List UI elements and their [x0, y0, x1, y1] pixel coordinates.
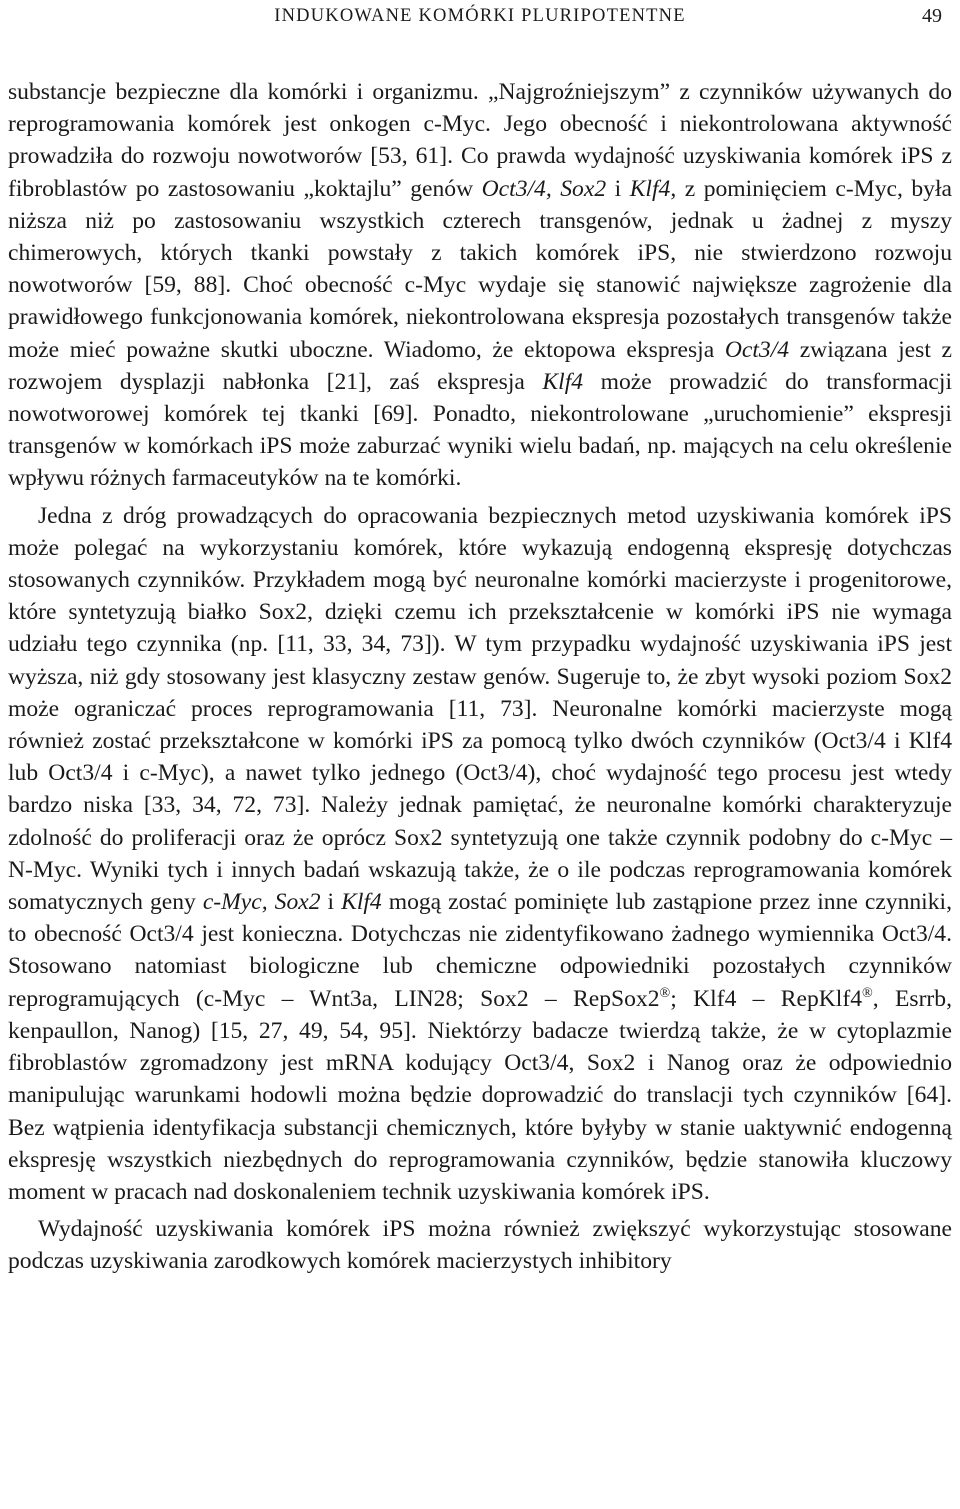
italic-gene-name: Oct3/4, Sox2	[481, 175, 607, 202]
running-header	[0, 4, 960, 28]
text-segment: mogą zostać pominięte lub zastąpione przez inne czynniki, to obecność Oct3/4 jest konieczna. Dotychczas nie zidentyfikowano żadnego wymiennika Oct3/4. Stosowano natomiast biologiczne lub chemiczne odpowiedniki pozostałych czynników reprogramujących (c-Myc – Wnt3a, LIN28; Sox2 – RepSox2	[8, 889, 952, 1012]
text-segment: związana jest z rozwojem dysplazji nabłonka [21], zaś ekspresja	[8, 336, 952, 395]
text-segment: może prowadzić do transformacji nowotworowej komórek tej tkanki [69]. Ponadto, niekontrolowane „uruchomienie” ekspresji transgenów w komórkach iPS może zaburzać wyniki wielu badań, np. mających na celu określenie wpływu różnych farmaceutyków na te komórki.	[8, 368, 952, 492]
paragraph	[8, 500, 952, 1208]
italic-gene-name: Klf4	[542, 368, 584, 395]
italic-gene-name: Klf4	[629, 175, 671, 202]
registered-mark: ®	[659, 984, 671, 1001]
running-title: INDUKOWANE KOMÓRKI PLURIPOTENTNE	[274, 6, 686, 26]
text-segment: substancje bezpieczne dla komórki i organizmu. „Najgroźniejszym” z czynników używanych do reprogramowania komórek jest onkogen c-Myc. Jego obecność i niekontrolowana aktywność prowadziła do rozwoju nowotworów [53, 61]. Co prawda wydajność uzyskiwania komórek iPS z fibroblastów po zastosowaniu „koktajlu” genów	[8, 79, 952, 202]
body-text	[8, 76, 952, 1283]
registered-mark: ®	[862, 984, 873, 1001]
page-number: 49	[922, 5, 942, 27]
italic-gene-name: Klf4	[341, 889, 382, 916]
text-segment: , z pominięciem c-Myc, była niższa niż po zastosowaniu wszystkich czterech transgenów, jednak u żadnej z myszy chimerowych, których tkanki powstały z takich komórek iPS, nie stwierdzono rozwoju nowotworów [59, 88]. Choć obecność c-Myc wydaje się stanowić największe zagrożenie dla prawidłowego funkcjonowania komórek, niekontrolowana ekspresja pozostałych transgenów także może mieć poważne skutki uboczne. Wiadomo, że ektopowa ekspresja	[8, 175, 952, 363]
text-segment: ; Klf4 – RepKlf4	[670, 985, 863, 1012]
text-segment: i	[320, 889, 342, 916]
text-segment: , Esrrb, kenpaullon, Nanog) [15, 27, 49, 54, 95]. Niektórzy badacze twierdzą także, że w cytoplazmie fibroblastów zgromadzony jest mRNA kodujący Oct3/4, Sox2 i Nanog oraz że odpowiednio manipulując warunkami hodowli można będzie doprowadzić do translacji tych czynników [64]. Bez wątpienia identyfikacja substancji chemicznych, które byłyby w stanie uaktywnić endogenną ekspresję wszystkich niezbędnych do reprogramowania czynników, będzie stanowiła kluczowy moment w pracach nad doskonaleniem technik uzyskiwania komórek iPS.	[8, 985, 952, 1205]
text-segment: i	[606, 175, 630, 202]
paragraph	[8, 76, 952, 495]
paragraph	[8, 1213, 952, 1277]
text-segment: Wydajność uzyskiwania komórek iPS można również zwiększyć wykorzystując stosowane podczas uzyskiwania zarodkowych komórek macierzystych inhibitory	[8, 1216, 952, 1275]
text-segment: Jedna z dróg prowadzących do opracowania bezpiecznych metod uzyskiwania komórek iPS może polegać na wykorzystaniu komórek, które wykazują endogenną ekspresję dotychczas stosowanych czynników. Przykładem mogą być neuronalne komórki macierzyste i progenitorowe, które syntetyzują białko Sox2, dzięki czemu ich przekształcenie w komórki iPS nie wymaga udziału tego czynnika (np. [11, 33, 34, 73]). W tym przypadku wydajność uzyskiwania iPS jest wyższa, niż gdy stosowany jest klasyczny zestaw genów. Sugeruje to, że zbyt wysoki poziom Sox2 może ograniczać proces reprogramowania [11, 73]. Neuronalne komórki macierzyste mogą również zostać przekształcone w komórki iPS za pomocą tylko dwóch czynników (Oct3/4 i Klf4 lub Oct3/4 i c-Myc), a nawet tylko jednego (Oct3/4), choć wydajność tego procesu jest wtedy bardzo niska [33, 34, 72, 73]. Należy jednak pamiętać, że neuronalne komórki charakteryzuje zdolność do proliferacji oraz że oprócz Sox2 syntetyzują one także czynnik podobny do c-Myc – N-Myc. Wyniki tych i innych badań wskazują także, że o ile podczas reprogramowania komórek somatycznych geny	[8, 502, 952, 916]
italic-gene-name: Oct3/4	[724, 336, 790, 363]
italic-gene-name: c-Myc, Sox2	[202, 889, 321, 916]
